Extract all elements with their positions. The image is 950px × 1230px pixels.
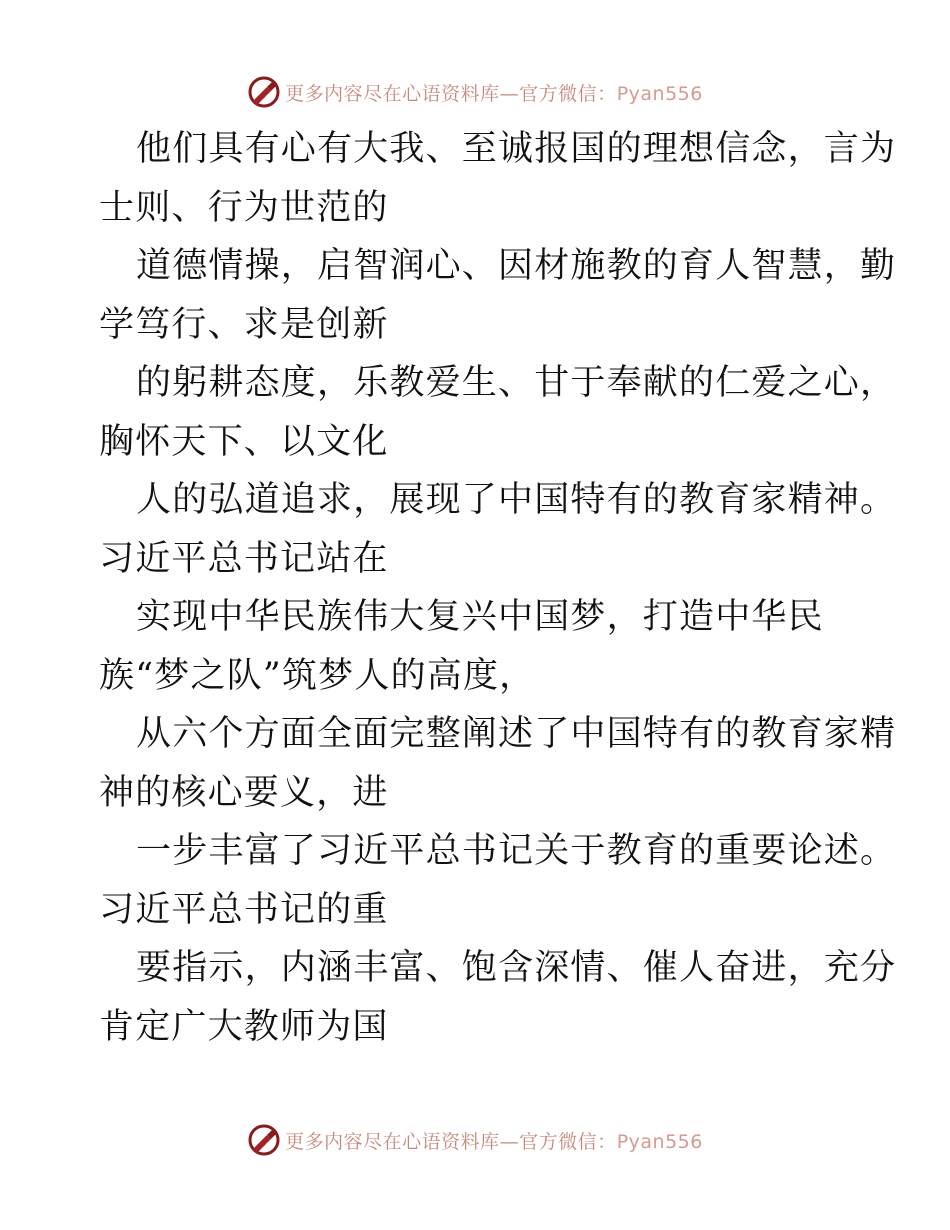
paragraph-line: 习近平总书记的重: [99, 889, 389, 930]
wechat-id: Pyan556: [616, 82, 703, 105]
document-body: [99, 120, 897, 1056]
wechat-id: Pyan556: [616, 1130, 703, 1153]
banner-title: 更多内容尽在心语资料库: [285, 1130, 500, 1153]
paragraph-line: 要指示，内涵丰富、饱含深情、催人奋进，充分: [136, 948, 897, 988]
paragraph-line: 实现中华民族伟大复兴中国梦，打造中华民: [136, 597, 824, 637]
red-circle-pen-logo-icon: [247, 75, 281, 109]
paragraph-line: 道德情操，启智润心、因材施教的育人智慧，勤: [136, 246, 897, 286]
banner-separator: —: [499, 82, 520, 105]
paragraph-line: 习近平总书记站在: [99, 538, 389, 579]
banner-text: [285, 1127, 703, 1154]
header-banner: [0, 72, 950, 112]
banner-text: [285, 79, 703, 106]
paragraph-line: 的躬耕态度，乐教爱生、甘于奉献的仁爱之心，: [136, 363, 897, 403]
paragraph-line: 胸怀天下、以文化: [99, 421, 389, 462]
paragraph-line: 神的核心要义，进: [99, 772, 389, 813]
banner-title: 更多内容尽在心语资料库: [285, 82, 500, 105]
paragraph-line: 从六个方面全面完整阐述了中国特有的教育家精: [136, 714, 897, 754]
footer-banner: [0, 1120, 950, 1160]
paragraph-line: 肯定广大教师为国: [99, 1006, 389, 1047]
paragraph-line: 人的弘道追求，展现了中国特有的教育家精神。: [136, 480, 897, 520]
paragraph-line: 族“梦之队”筑梦人的高度，: [99, 655, 536, 696]
red-circle-pen-logo-icon: [247, 1123, 281, 1157]
wechat-label: 官方微信：: [519, 1130, 617, 1153]
paragraph-line: 士则、行为世范的: [99, 187, 389, 228]
paragraph-line: 学笃行、求是创新: [99, 304, 389, 345]
wechat-label: 官方微信：: [519, 82, 617, 105]
paragraph-line: 他们具有心有大我、至诚报国的理想信念，言为: [136, 129, 897, 169]
paragraph-line: 一步丰富了习近平总书记关于教育的重要论述。: [136, 831, 897, 871]
banner-separator: —: [499, 1130, 520, 1153]
